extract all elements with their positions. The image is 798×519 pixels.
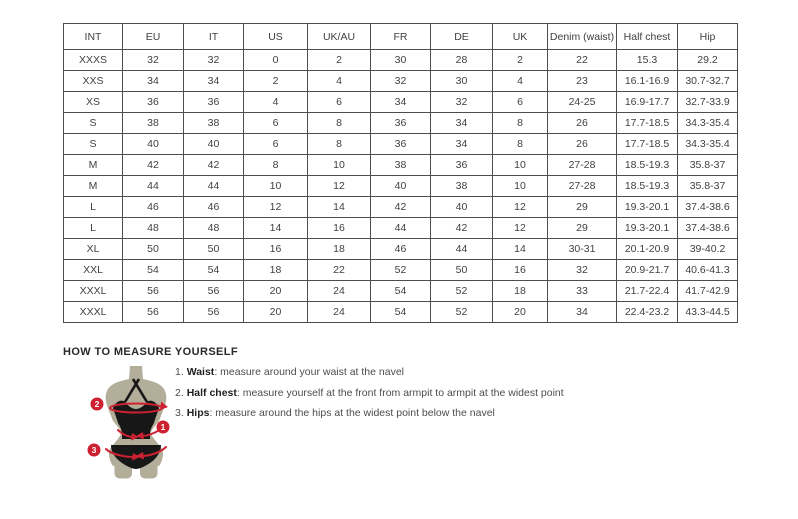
size-table-cell: 6 bbox=[244, 113, 308, 134]
size-table-cell: 42 bbox=[371, 197, 431, 218]
size-table-cell: 8 bbox=[244, 155, 308, 176]
size-table-cell: 34 bbox=[431, 134, 493, 155]
size-table-cell: 40 bbox=[184, 134, 244, 155]
size-table-cell: 8 bbox=[308, 113, 371, 134]
size-table-cell: 34 bbox=[431, 113, 493, 134]
size-table-cell: 24-25 bbox=[548, 92, 617, 113]
measure-step-number: 1. bbox=[175, 366, 184, 378]
size-table-cell: 20 bbox=[493, 302, 548, 323]
size-table-cell: 2 bbox=[308, 50, 371, 71]
measure-instructions-list bbox=[175, 366, 595, 428]
size-table-cell: 4 bbox=[308, 71, 371, 92]
size-table-cell: 43.3-44.5 bbox=[678, 302, 738, 323]
size-table-cell: 56 bbox=[184, 302, 244, 323]
size-table-cell: 27-28 bbox=[548, 155, 617, 176]
size-table-cell: S bbox=[64, 134, 123, 155]
size-table-cell: 54 bbox=[184, 260, 244, 281]
size-table-cell: 6 bbox=[308, 92, 371, 113]
size-table-cell: 4 bbox=[493, 71, 548, 92]
size-table-cell: 29 bbox=[548, 197, 617, 218]
size-table-cell: 52 bbox=[371, 260, 431, 281]
size-table-row bbox=[64, 155, 738, 176]
size-table-row bbox=[64, 239, 738, 260]
size-table-cell: 17.7-18.5 bbox=[617, 134, 678, 155]
size-table-cell: 28 bbox=[431, 50, 493, 71]
size-table-cell: 18 bbox=[244, 260, 308, 281]
size-table-cell: 16.1-16.9 bbox=[617, 71, 678, 92]
size-table-cell: 42 bbox=[431, 218, 493, 239]
size-table-header-cell: Denim (waist) bbox=[548, 24, 617, 50]
size-table-header-cell: UK bbox=[493, 24, 548, 50]
size-table-cell: 27-28 bbox=[548, 176, 617, 197]
size-table-cell: 50 bbox=[431, 260, 493, 281]
size-table-cell: 8 bbox=[493, 134, 548, 155]
size-table-cell: 2 bbox=[493, 50, 548, 71]
size-table-cell: L bbox=[64, 197, 123, 218]
size-table-cell: M bbox=[64, 176, 123, 197]
size-table-cell: 50 bbox=[123, 239, 184, 260]
size-table-cell: 10 bbox=[308, 155, 371, 176]
size-table-cell: 22 bbox=[548, 50, 617, 71]
badge-waist-number: 1 bbox=[160, 422, 166, 432]
size-table-cell: 26 bbox=[548, 134, 617, 155]
size-table-cell: 16 bbox=[308, 218, 371, 239]
size-table-cell: M bbox=[64, 155, 123, 176]
size-table-cell: 22.4-23.2 bbox=[617, 302, 678, 323]
size-table-cell: 36 bbox=[184, 92, 244, 113]
size-table-row bbox=[64, 113, 738, 134]
size-table-cell: 23 bbox=[548, 71, 617, 92]
size-table-cell: 56 bbox=[184, 281, 244, 302]
size-table-header-cell: EU bbox=[123, 24, 184, 50]
size-table-cell: 16.9-17.7 bbox=[617, 92, 678, 113]
size-table-cell: 42 bbox=[123, 155, 184, 176]
size-table-cell: 30-31 bbox=[548, 239, 617, 260]
size-table-cell: 24 bbox=[308, 302, 371, 323]
size-table-cell: 32 bbox=[548, 260, 617, 281]
size-table-cell: 12 bbox=[244, 197, 308, 218]
size-table-cell: XL bbox=[64, 239, 123, 260]
size-table-cell: 41.7-42.9 bbox=[678, 281, 738, 302]
measure-step-number: 2. bbox=[175, 386, 184, 399]
size-table-cell: 39-40.2 bbox=[678, 239, 738, 260]
size-table-row bbox=[64, 197, 738, 218]
size-table-row bbox=[64, 71, 738, 92]
size-table-cell: 21.7-22.4 bbox=[617, 281, 678, 302]
size-table-cell: 52 bbox=[431, 302, 493, 323]
size-table-cell: 32 bbox=[371, 71, 431, 92]
size-table-cell: 48 bbox=[184, 218, 244, 239]
size-table-cell: 12 bbox=[493, 197, 548, 218]
size-table-cell: 6 bbox=[493, 92, 548, 113]
size-table-cell: 6 bbox=[244, 134, 308, 155]
size-table-cell: 34 bbox=[548, 302, 617, 323]
measure-step-label: Hips bbox=[186, 407, 210, 420]
size-table-cell: 26 bbox=[548, 113, 617, 134]
size-table-cell: 10 bbox=[493, 155, 548, 176]
size-table-cell: XXXS bbox=[64, 50, 123, 71]
size-table-header-cell: US bbox=[244, 24, 308, 50]
size-table-cell: 40 bbox=[371, 176, 431, 197]
size-table-header-row bbox=[64, 24, 738, 50]
size-table-row bbox=[64, 260, 738, 281]
size-table-cell: 18 bbox=[308, 239, 371, 260]
size-table-cell: 48 bbox=[123, 218, 184, 239]
size-table-cell: S bbox=[64, 113, 123, 134]
size-table-row bbox=[64, 92, 738, 113]
size-table-cell: 30 bbox=[371, 50, 431, 71]
size-table-cell: 38 bbox=[371, 155, 431, 176]
measure-step bbox=[175, 387, 595, 399]
size-table-cell: 34.3-35.4 bbox=[678, 113, 738, 134]
size-table-cell: 24 bbox=[308, 281, 371, 302]
size-table-cell: 40 bbox=[123, 134, 184, 155]
measure-step-label: Waist bbox=[186, 366, 215, 378]
size-table-cell: 56 bbox=[123, 281, 184, 302]
size-table-cell: 8 bbox=[308, 134, 371, 155]
size-table-cell: 15.3 bbox=[617, 50, 678, 71]
size-table-cell: L bbox=[64, 218, 123, 239]
size-table-row bbox=[64, 50, 738, 71]
size-table-cell: 36 bbox=[431, 155, 493, 176]
size-table-cell: 34 bbox=[371, 92, 431, 113]
size-table-cell: 36 bbox=[371, 113, 431, 134]
size-table-cell: XXS bbox=[64, 71, 123, 92]
size-table-header-cell: DE bbox=[431, 24, 493, 50]
size-table-cell: 34 bbox=[123, 71, 184, 92]
size-table-cell: 20 bbox=[244, 302, 308, 323]
size-table-cell: 37.4-38.6 bbox=[678, 197, 738, 218]
size-table-cell: 20 bbox=[244, 281, 308, 302]
size-table-cell: XXXL bbox=[64, 302, 123, 323]
size-table-cell: 38 bbox=[431, 176, 493, 197]
size-table-cell: 40.6-41.3 bbox=[678, 260, 738, 281]
size-table-cell: 29 bbox=[548, 218, 617, 239]
size-table-cell: 18 bbox=[493, 281, 548, 302]
size-table-cell: 17.7-18.5 bbox=[617, 113, 678, 134]
size-table-cell: 38 bbox=[184, 113, 244, 134]
size-table-cell: 40 bbox=[431, 197, 493, 218]
size-table-cell: 52 bbox=[431, 281, 493, 302]
size-table-cell: XS bbox=[64, 92, 123, 113]
measure-section-heading: HOW TO MEASURE YOURSELF bbox=[63, 346, 239, 358]
size-table-cell: 18.5-19.3 bbox=[617, 155, 678, 176]
size-table-cell: 16 bbox=[493, 260, 548, 281]
size-table-cell: 30.7-32.7 bbox=[678, 71, 738, 92]
size-table-row bbox=[64, 176, 738, 197]
size-table-cell: 33 bbox=[548, 281, 617, 302]
size-table-cell: 14 bbox=[244, 218, 308, 239]
size-table-cell: 37.4-38.6 bbox=[678, 218, 738, 239]
size-table-row bbox=[64, 281, 738, 302]
size-table-cell: 32.7-33.9 bbox=[678, 92, 738, 113]
size-table-cell: 54 bbox=[371, 302, 431, 323]
measure-step-text: : measure around the hips at the widest point below the navel bbox=[209, 407, 495, 420]
badge-half-chest-number: 2 bbox=[94, 399, 100, 409]
size-table-row bbox=[64, 302, 738, 323]
size-table-cell: 12 bbox=[308, 176, 371, 197]
size-table-cell: 4 bbox=[244, 92, 308, 113]
size-table-cell: 32 bbox=[184, 50, 244, 71]
size-table-cell: XXXL bbox=[64, 281, 123, 302]
size-table-cell: 20.9-21.7 bbox=[617, 260, 678, 281]
badge-hips-number: 3 bbox=[91, 445, 97, 455]
size-table-cell: 20.1-20.9 bbox=[617, 239, 678, 260]
size-table-cell: 54 bbox=[123, 260, 184, 281]
size-table-cell: 50 bbox=[184, 239, 244, 260]
size-table-cell: 14 bbox=[493, 239, 548, 260]
size-table-cell: 42 bbox=[184, 155, 244, 176]
size-table-cell: 12 bbox=[493, 218, 548, 239]
size-table-cell: 36 bbox=[123, 92, 184, 113]
size-table-cell: 34.3-35.4 bbox=[678, 134, 738, 155]
measure-step bbox=[175, 407, 595, 419]
size-table-cell: 38 bbox=[123, 113, 184, 134]
size-table-cell: 19.3-20.1 bbox=[617, 218, 678, 239]
size-table-cell: 35.8-37 bbox=[678, 176, 738, 197]
size-table-cell: 10 bbox=[493, 176, 548, 197]
size-table-cell: 35.8-37 bbox=[678, 155, 738, 176]
measure-step-label: Half chest bbox=[186, 386, 237, 399]
size-table-cell: 19.3-20.1 bbox=[617, 197, 678, 218]
measure-step-number: 3. bbox=[175, 407, 184, 420]
size-table-cell: 56 bbox=[123, 302, 184, 323]
size-table-cell: 44 bbox=[123, 176, 184, 197]
size-table-cell: 44 bbox=[184, 176, 244, 197]
size-table-cell: 44 bbox=[371, 218, 431, 239]
size-table-cell: 54 bbox=[371, 281, 431, 302]
measure-step-text: : measure yourself at the front from armpit to armpit at the widest point bbox=[236, 386, 564, 399]
size-table-cell: 46 bbox=[371, 239, 431, 260]
size-table-cell: 30 bbox=[431, 71, 493, 92]
size-table-cell: 46 bbox=[123, 197, 184, 218]
size-table-cell: 14 bbox=[308, 197, 371, 218]
size-table-head bbox=[64, 24, 738, 50]
size-table-header-cell: Hip bbox=[678, 24, 738, 50]
size-table-cell: 32 bbox=[431, 92, 493, 113]
size-table-cell: 44 bbox=[431, 239, 493, 260]
size-table-cell: XXL bbox=[64, 260, 123, 281]
size-table-cell: 32 bbox=[123, 50, 184, 71]
size-table-cell: 16 bbox=[244, 239, 308, 260]
size-table-cell: 29.2 bbox=[678, 50, 738, 71]
measure-step-text: : measure around your waist at the navel bbox=[214, 366, 404, 378]
size-conversion-table bbox=[63, 23, 738, 323]
size-table-header-cell: IT bbox=[184, 24, 244, 50]
size-table-cell: 8 bbox=[493, 113, 548, 134]
size-table-header-cell: UK/AU bbox=[308, 24, 371, 50]
size-table-cell: 34 bbox=[184, 71, 244, 92]
size-table-cell: 46 bbox=[184, 197, 244, 218]
size-table-cell: 36 bbox=[371, 134, 431, 155]
size-table-header-cell: Half chest bbox=[617, 24, 678, 50]
size-table-cell: 2 bbox=[244, 71, 308, 92]
size-table-row bbox=[64, 218, 738, 239]
measure-step bbox=[175, 366, 595, 378]
size-table-cell: 10 bbox=[244, 176, 308, 197]
size-table-header-cell: INT bbox=[64, 24, 123, 50]
size-table-cell: 22 bbox=[308, 260, 371, 281]
size-table-header-cell: FR bbox=[371, 24, 431, 50]
size-table-cell: 0 bbox=[244, 50, 308, 71]
size-table-row bbox=[64, 134, 738, 155]
size-table-cell: 18.5-19.3 bbox=[617, 176, 678, 197]
size-table-body bbox=[64, 50, 738, 323]
